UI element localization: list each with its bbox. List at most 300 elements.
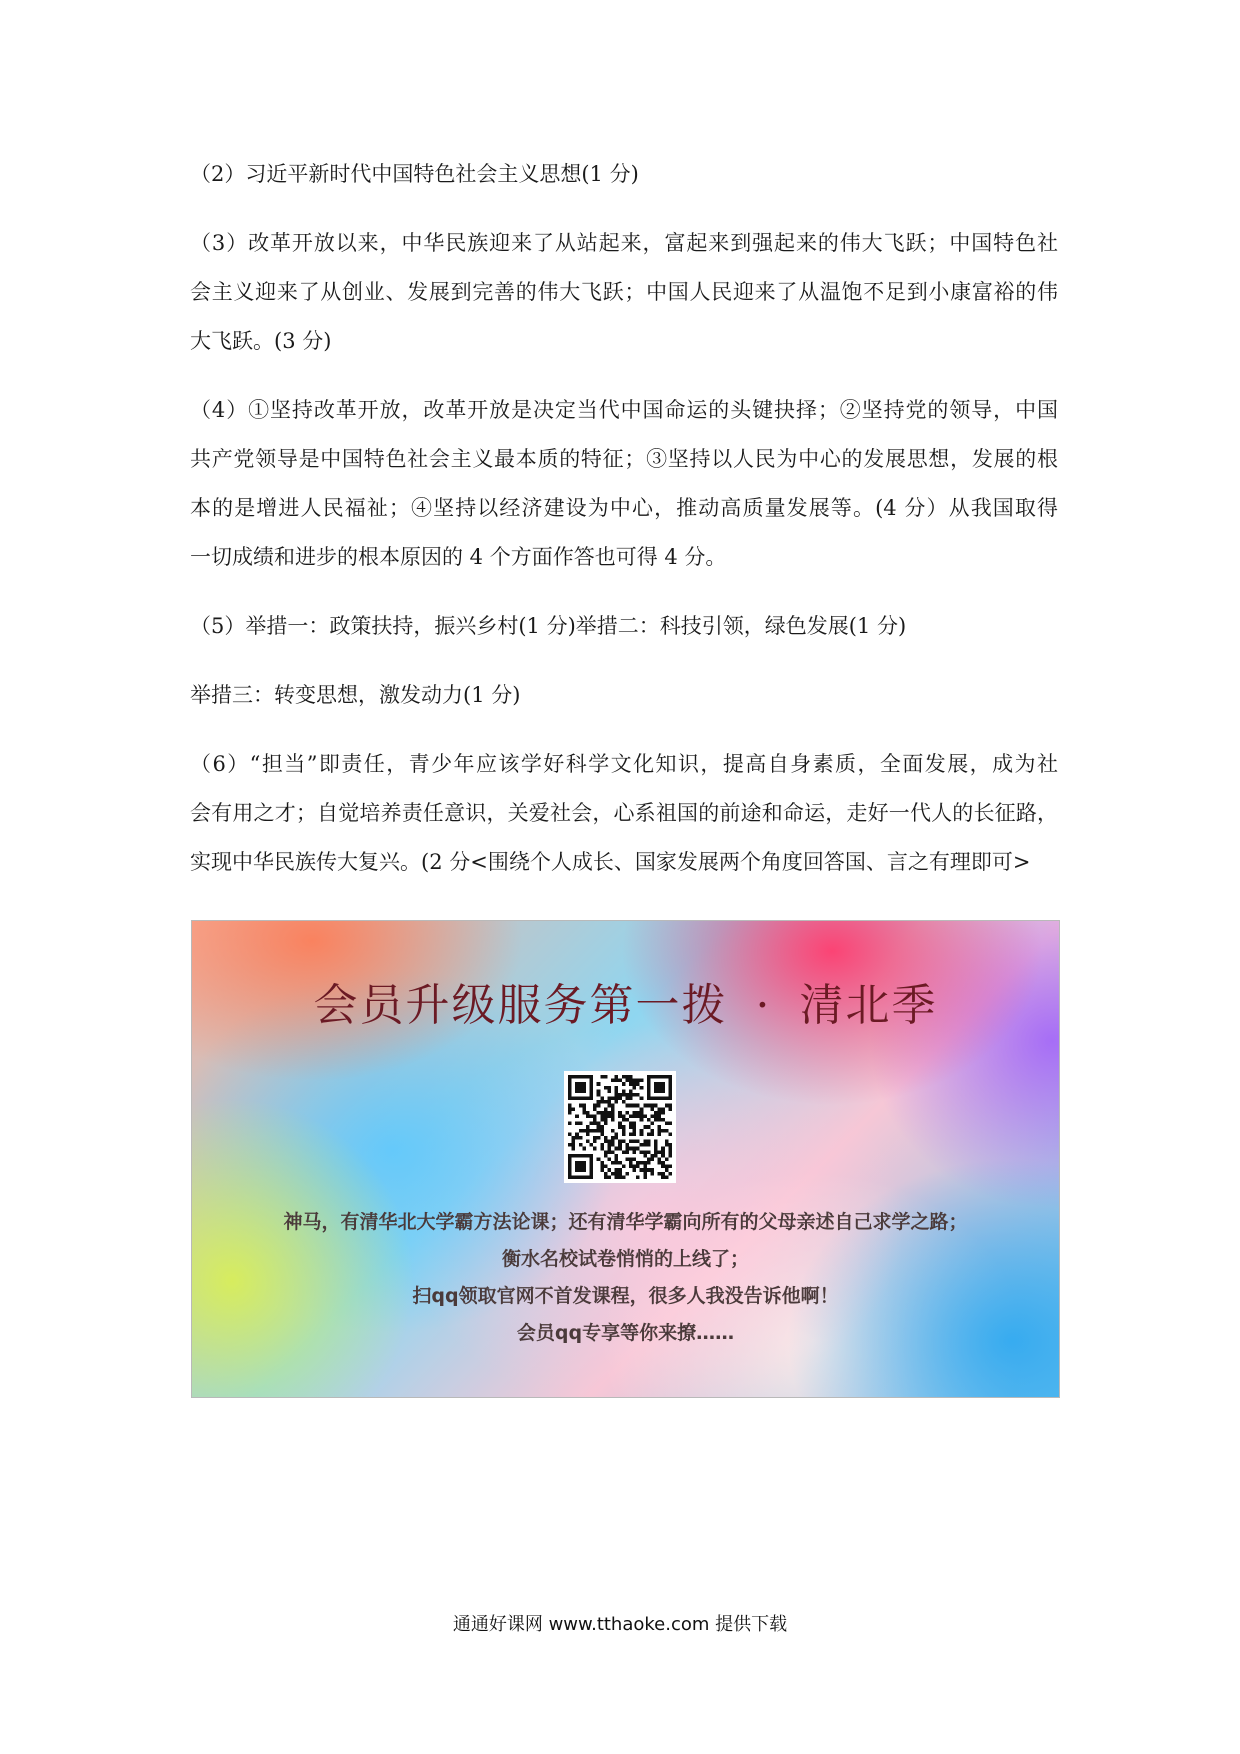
qr-module: [600, 1125, 604, 1129]
qr-module: [600, 1132, 604, 1136]
qr-module: [568, 1097, 572, 1101]
qr-module: [654, 1075, 658, 1079]
qr-module: [615, 1175, 619, 1179]
qr-module: [622, 1089, 626, 1093]
answer-paragraph-3: [190, 219, 1058, 366]
qr-code-icon[interactable]: [564, 1071, 676, 1183]
qr-module: [607, 1168, 611, 1172]
qr-module: [586, 1129, 590, 1133]
qr-module: [633, 1082, 637, 1086]
qr-module: [668, 1093, 672, 1097]
qr-module: [575, 1136, 579, 1140]
qr-module: [604, 1140, 608, 1144]
qr-module: [625, 1075, 629, 1079]
qr-module: [629, 1165, 633, 1169]
qr-module: [636, 1175, 640, 1179]
qr-module: [625, 1147, 629, 1151]
qr-module: [590, 1114, 594, 1118]
qr-module: [611, 1140, 615, 1144]
qr-module: [615, 1136, 619, 1140]
qr-module: [618, 1172, 622, 1176]
qr-module: [650, 1122, 654, 1126]
qr-module: [643, 1143, 647, 1147]
qr-module: [597, 1089, 601, 1093]
qr-module: [636, 1147, 640, 1151]
qr-module: [597, 1136, 601, 1140]
qr-module: [615, 1075, 619, 1079]
qr-module: [647, 1150, 651, 1154]
qr-module: [665, 1143, 669, 1147]
qr-module: [636, 1161, 640, 1165]
qr-module: [575, 1161, 579, 1165]
qr-module: [622, 1150, 626, 1154]
qr-module: [633, 1111, 637, 1115]
qr-module: [611, 1104, 615, 1108]
paragraph-line: （2）习近平新时代中国特色社会主义思想(1 分): [190, 162, 639, 186]
banner-line: 衡水名校试卷悄悄的上线了；: [501, 1248, 749, 1270]
qr-module: [568, 1132, 572, 1136]
qr-module: [575, 1114, 579, 1118]
qr-module: [665, 1175, 669, 1179]
qr-module: [611, 1129, 615, 1133]
qr-module: [611, 1172, 615, 1176]
qr-module: [572, 1097, 576, 1101]
qr-module: [622, 1075, 626, 1079]
qr-module: [604, 1100, 608, 1104]
qr-module: [654, 1154, 658, 1158]
qr-module: [568, 1075, 572, 1079]
qr-module: [597, 1125, 601, 1129]
qr-module: [658, 1075, 662, 1079]
qr-module: [650, 1172, 654, 1176]
qr-module: [640, 1150, 644, 1154]
qr-module: [579, 1175, 583, 1179]
qr-module: [636, 1114, 640, 1118]
qr-module: [647, 1125, 651, 1129]
qr-module: [597, 1129, 601, 1133]
qr-module: [654, 1104, 658, 1108]
qr-module: [629, 1147, 633, 1151]
qr-module: [625, 1079, 629, 1083]
qr-module: [647, 1118, 651, 1122]
qr-module: [622, 1114, 626, 1118]
qr-module: [590, 1122, 594, 1126]
qr-module: [615, 1079, 619, 1083]
paragraph-line: （5）举措一：政策扶持，振兴乡村(1 分)举措二：科技引领，绿色发展(1 分): [190, 614, 907, 638]
qr-module: [600, 1143, 604, 1147]
qr-module: [611, 1136, 615, 1140]
qr-module: [615, 1157, 619, 1161]
qr-module: [633, 1093, 637, 1097]
qr-module: [607, 1111, 611, 1115]
qr-module: [665, 1104, 669, 1108]
qr-module: [604, 1111, 608, 1115]
paragraph-line: （4）①坚持改革开放，改革开放是决定当代中国命运的头键抉择；②坚持党的领导，中国: [190, 398, 1058, 422]
qr-module: [661, 1150, 665, 1154]
qr-module: [622, 1132, 626, 1136]
qr-module: [633, 1125, 637, 1129]
qr-module: [600, 1100, 604, 1104]
qr-module: [582, 1147, 586, 1151]
qr-module: [643, 1168, 647, 1172]
qr-module: [665, 1157, 669, 1161]
qr-module: [593, 1118, 597, 1122]
qr-module: [572, 1175, 576, 1179]
qr-module: [668, 1172, 672, 1176]
qr-module: [604, 1086, 608, 1090]
qr-module: [618, 1143, 622, 1147]
qr-module: [579, 1136, 583, 1140]
answer-paragraph-6: [190, 740, 1058, 887]
qr-module: [668, 1107, 672, 1111]
qr-module: [633, 1079, 637, 1083]
qr-module: [600, 1075, 604, 1079]
qr-module: [579, 1104, 583, 1108]
qr-module: [607, 1140, 611, 1144]
qr-module: [668, 1154, 672, 1158]
qr-module: [568, 1168, 572, 1172]
qr-module: [658, 1097, 662, 1101]
qr-module: [579, 1075, 583, 1079]
qr-module: [629, 1082, 633, 1086]
qr-module: [668, 1082, 672, 1086]
page-footer: 通通好课网 www.tthaoke.com 提供下载: [452, 1614, 788, 1635]
qr-module: [668, 1122, 672, 1126]
qr-module: [615, 1132, 619, 1136]
paragraph-line: 本的是增进人民福祉；④坚持以经济建设为中心，推动高质量发展等。(4 分）从我国取得: [190, 496, 1058, 520]
qr-module: [640, 1161, 644, 1165]
qr-module: [579, 1086, 583, 1090]
qr-module: [593, 1104, 597, 1108]
qr-module: [568, 1172, 572, 1176]
qr-module: [611, 1079, 615, 1083]
qr-module: [658, 1118, 662, 1122]
qr-module: [568, 1165, 572, 1169]
qr-module: [661, 1172, 665, 1176]
qr-module: [615, 1161, 619, 1165]
paragraph-line: 共产党领导是中国特色社会主义最本质的特征；③坚持以人民为中心的发展思想，发展的根: [190, 447, 1058, 471]
qr-module: [661, 1086, 665, 1090]
qr-module: [579, 1168, 583, 1172]
qr-module: [661, 1107, 665, 1111]
qr-module: [650, 1157, 654, 1161]
qr-module: [633, 1122, 637, 1126]
banner-text: [192, 1204, 1059, 1352]
qr-module: [590, 1079, 594, 1083]
qr-module: [647, 1157, 651, 1161]
qr-module: [647, 1082, 651, 1086]
qr-module: [647, 1143, 651, 1147]
qr-module: [611, 1107, 615, 1111]
qr-module: [633, 1104, 637, 1108]
qr-module: [625, 1143, 629, 1147]
qr-module: [615, 1147, 619, 1151]
qr-module: [633, 1132, 637, 1136]
qr-module: [629, 1161, 633, 1165]
qr-module: [625, 1172, 629, 1176]
qr-module: [661, 1082, 665, 1086]
qr-module: [661, 1118, 665, 1122]
qr-module: [590, 1086, 594, 1090]
qr-module: [582, 1165, 586, 1169]
qr-module: [658, 1086, 662, 1090]
qr-module: [615, 1168, 619, 1172]
qr-module: [633, 1150, 637, 1154]
qr-module: [611, 1097, 615, 1101]
qr-module: [582, 1129, 586, 1133]
qr-module: [658, 1161, 662, 1165]
paragraph-line: 举措三：转变思想，激发动力(1 分): [190, 683, 521, 707]
qr-module: [625, 1097, 629, 1101]
qr-module: [607, 1175, 611, 1179]
paragraph-line: （3）改革开放以来，中华民族迎来了从站起来，富起来到强起来的伟大飞跃；中国特色社: [190, 231, 1058, 255]
qr-module: [582, 1161, 586, 1165]
qr-module: [618, 1168, 622, 1172]
qr-module: [633, 1086, 637, 1090]
qr-module: [658, 1089, 662, 1093]
qr-module: [658, 1082, 662, 1086]
qr-module: [640, 1143, 644, 1147]
qr-module: [590, 1172, 594, 1176]
qr-module: [593, 1136, 597, 1140]
qr-module: [590, 1082, 594, 1086]
qr-module: [629, 1140, 633, 1144]
qr-module: [633, 1129, 637, 1133]
qr-module: [568, 1154, 572, 1158]
qr-module: [600, 1161, 604, 1165]
qr-module: [618, 1114, 622, 1118]
qr-module: [615, 1086, 619, 1090]
qr-module: [607, 1089, 611, 1093]
qr-module: [604, 1136, 608, 1140]
qr-module: [658, 1132, 662, 1136]
qr-module: [629, 1132, 633, 1136]
qr-module: [600, 1165, 604, 1169]
banner-line: 神马，有清华北大学霸方法论课；还有清华学霸向所有的父母亲述自己求学之路；: [283, 1211, 968, 1233]
qr-module: [640, 1079, 644, 1083]
qr-module: [618, 1175, 622, 1179]
qr-module: [611, 1161, 615, 1165]
qr-module: [661, 1175, 665, 1179]
qr-code-graphic: [568, 1075, 672, 1179]
qr-module: [572, 1075, 576, 1079]
qr-module: [661, 1089, 665, 1093]
qr-module: [568, 1107, 572, 1111]
answer-paragraph-4: [190, 386, 1058, 582]
qr-module: [640, 1168, 644, 1172]
qr-module: [629, 1125, 633, 1129]
qr-module: [640, 1118, 644, 1122]
qr-module: [611, 1150, 615, 1154]
qr-module: [640, 1097, 644, 1101]
qr-module: [597, 1093, 601, 1097]
qr-module: [640, 1111, 644, 1115]
qr-module: [575, 1154, 579, 1158]
qr-module: [615, 1089, 619, 1093]
qr-module: [582, 1154, 586, 1158]
qr-module: [593, 1122, 597, 1126]
qr-module: [572, 1147, 576, 1151]
qr-module: [607, 1150, 611, 1154]
banner-line: 会员qq专享等你来撩……: [516, 1322, 735, 1344]
answer-paragraph-5: [190, 602, 1058, 651]
qr-module: [629, 1157, 633, 1161]
qr-module: [650, 1129, 654, 1133]
qr-module: [668, 1089, 672, 1093]
qr-module: [572, 1143, 576, 1147]
qr-module: [629, 1089, 633, 1093]
qr-module: [668, 1150, 672, 1154]
qr-module: [622, 1082, 626, 1086]
qr-module: [636, 1093, 640, 1097]
qr-module: [590, 1154, 594, 1158]
qr-module: [604, 1114, 608, 1118]
qr-module: [629, 1104, 633, 1108]
qr-module: [643, 1175, 647, 1179]
qr-module: [665, 1122, 669, 1126]
qr-module: [618, 1093, 622, 1097]
qr-module: [590, 1093, 594, 1097]
qr-module: [665, 1129, 669, 1133]
qr-module: [607, 1157, 611, 1161]
qr-module: [633, 1140, 637, 1144]
qr-module: [643, 1165, 647, 1169]
answer-paragraph-2: [190, 150, 1058, 199]
qr-module: [665, 1140, 669, 1144]
qr-module: [579, 1161, 583, 1165]
qr-module: [586, 1097, 590, 1101]
qr-module: [643, 1172, 647, 1176]
qr-module: [590, 1097, 594, 1101]
qr-module: [582, 1082, 586, 1086]
qr-module: [668, 1143, 672, 1147]
qr-module: [575, 1097, 579, 1101]
qr-module: [640, 1132, 644, 1136]
qr-module: [647, 1075, 651, 1079]
qr-module: [661, 1111, 665, 1115]
qr-module: [643, 1140, 647, 1144]
qr-module: [579, 1143, 583, 1147]
qr-module: [586, 1154, 590, 1158]
qr-module: [593, 1140, 597, 1144]
qr-module: [582, 1097, 586, 1101]
qr-module: [661, 1097, 665, 1101]
banner-title-right: 清北季: [799, 980, 938, 1031]
qr-module: [590, 1089, 594, 1093]
qr-module: [607, 1086, 611, 1090]
qr-module: [607, 1114, 611, 1118]
qr-module: [654, 1147, 658, 1151]
qr-module: [654, 1114, 658, 1118]
qr-module: [658, 1129, 662, 1133]
qr-module: [650, 1132, 654, 1136]
qr-module: [618, 1125, 622, 1129]
qr-module: [618, 1122, 622, 1126]
qr-module: [590, 1129, 594, 1133]
qr-module: [579, 1097, 583, 1101]
qr-module: [665, 1075, 669, 1079]
qr-module: [636, 1082, 640, 1086]
qr-module: [572, 1154, 576, 1158]
qr-module: [668, 1165, 672, 1169]
qr-module: [647, 1161, 651, 1165]
qr-module: [668, 1132, 672, 1136]
qr-module: [590, 1161, 594, 1165]
qr-module: [668, 1079, 672, 1083]
qr-module: [650, 1168, 654, 1172]
qr-module: [658, 1172, 662, 1176]
qr-module: [629, 1114, 633, 1118]
qr-module: [597, 1111, 601, 1115]
qr-module: [604, 1107, 608, 1111]
qr-module: [636, 1140, 640, 1144]
qr-module: [615, 1100, 619, 1104]
qr-module: [654, 1086, 658, 1090]
qr-module: [615, 1093, 619, 1097]
qr-module: [604, 1172, 608, 1176]
qr-module: [647, 1097, 651, 1101]
qr-module: [586, 1132, 590, 1136]
qr-module: [600, 1147, 604, 1151]
qr-module: [568, 1079, 572, 1083]
qr-module: [647, 1104, 651, 1108]
qr-module: [640, 1129, 644, 1133]
paragraph-line: （6）“担当”即责任，青少年应该学好科学文化知识，提高自身素质，全面发展，成为社: [190, 752, 1058, 776]
qr-module: [600, 1114, 604, 1118]
qr-module: [611, 1111, 615, 1115]
qr-module: [636, 1165, 640, 1169]
qr-module: [600, 1097, 604, 1101]
qr-module: [618, 1111, 622, 1115]
qr-module: [622, 1125, 626, 1129]
qr-module: [607, 1104, 611, 1108]
qr-module: [633, 1147, 637, 1151]
qr-module: [661, 1161, 665, 1165]
qr-module: [618, 1161, 622, 1165]
qr-module: [586, 1175, 590, 1179]
paragraph-line: 会有用之才；自觉培养责任意识，关爱社会，心系祖国的前途和命运，走好一代人的长征路，: [190, 801, 1058, 825]
qr-module: [622, 1118, 626, 1122]
qr-module: [647, 1079, 651, 1083]
qr-module: [665, 1165, 669, 1169]
qr-module: [654, 1140, 658, 1144]
qr-module: [582, 1111, 586, 1115]
qr-module: [647, 1168, 651, 1172]
qr-module: [568, 1157, 572, 1161]
paragraph-line: 会主义迎来了从创业、发展到完善的伟大飞跃；中国人民迎来了从温饱不足到小康富裕的伟: [190, 280, 1058, 304]
qr-module: [629, 1122, 633, 1126]
qr-module: [647, 1132, 651, 1136]
qr-module: [625, 1093, 629, 1097]
qr-module: [582, 1075, 586, 1079]
qr-module: [661, 1154, 665, 1158]
qr-module: [568, 1082, 572, 1086]
banner-line: 扫qq领取官网不首发课程，很多人我没告诉他啊！: [412, 1285, 839, 1307]
qr-module: [611, 1143, 615, 1147]
qr-module: [604, 1118, 608, 1122]
qr-module: [668, 1104, 672, 1108]
qr-module: [593, 1107, 597, 1111]
qr-module: [597, 1157, 601, 1161]
qr-module: [643, 1125, 647, 1129]
qr-module: [607, 1100, 611, 1104]
answer-content: [190, 150, 1058, 907]
qr-module: [643, 1104, 647, 1108]
qr-module: [582, 1168, 586, 1172]
qr-module: [625, 1157, 629, 1161]
qr-module: [650, 1097, 654, 1101]
qr-module: [572, 1107, 576, 1111]
